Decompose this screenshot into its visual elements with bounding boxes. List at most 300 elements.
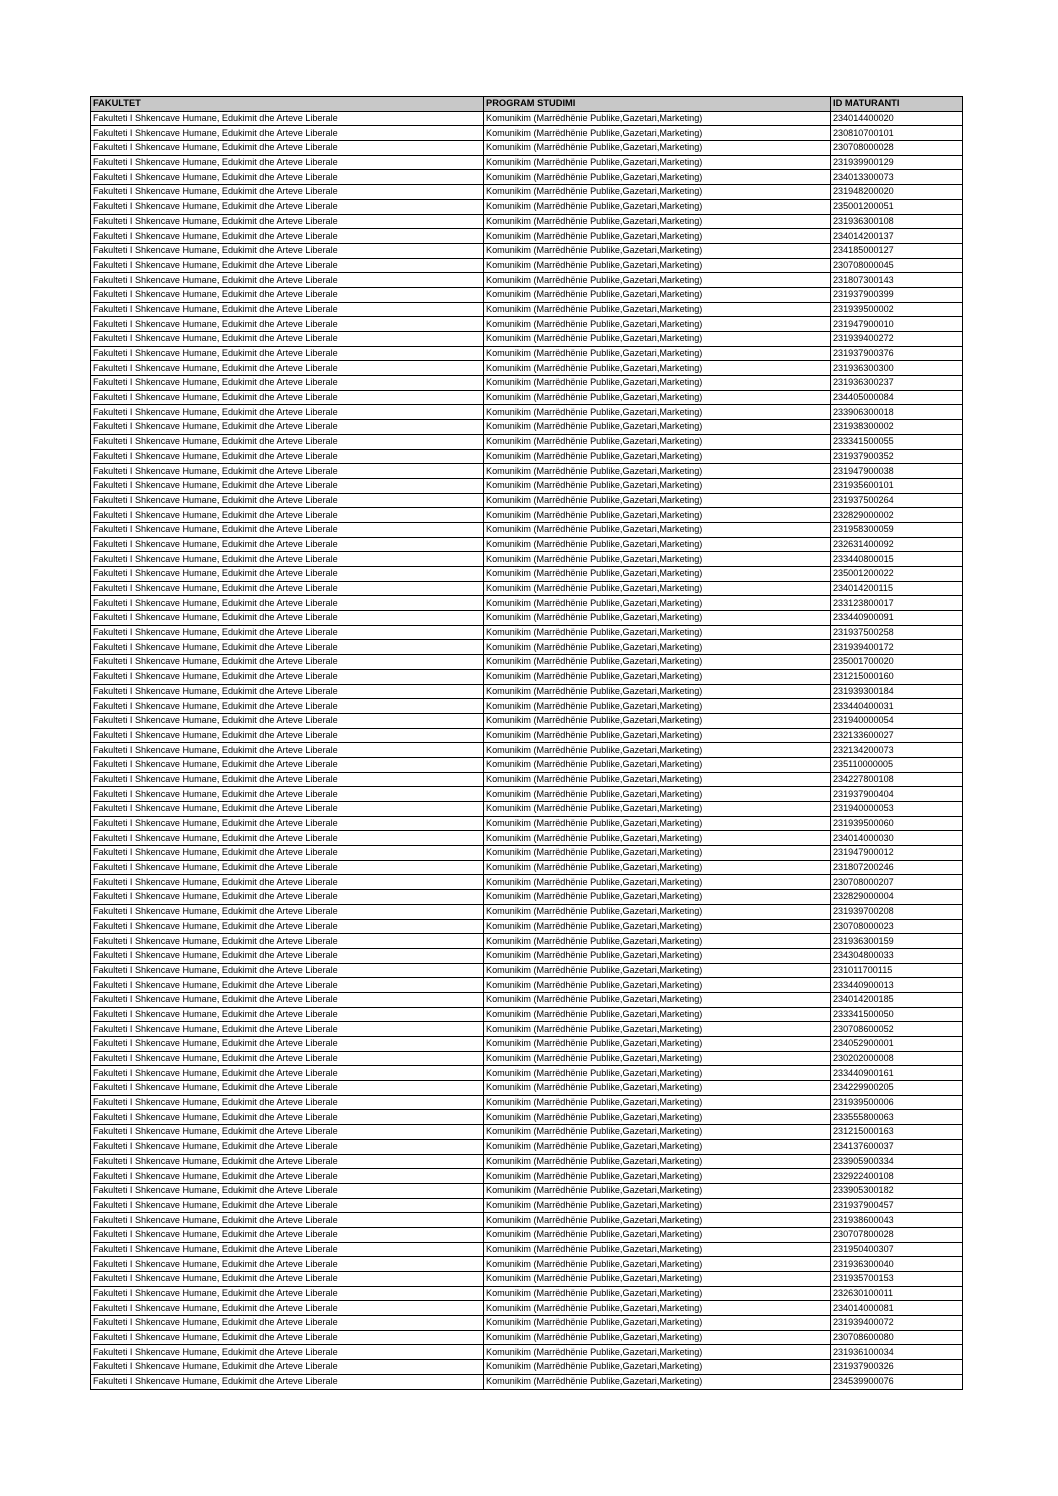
table-row [91,287,963,302]
program-cell: Komunikim (Marrëdhënie Publike,Gazetari,Marketing) [484,890,831,905]
table-row [91,434,963,449]
program-cell: Komunikim (Marrëdhënie Publike,Gazetari,Marketing) [484,126,831,141]
faculty-cell: Fakulteti I Shkencave Humane, Edukimit dhe Arteve Liberale [91,273,484,288]
faculty-cell: Fakulteti I Shkencave Humane, Edukimit dhe Arteve Liberale [91,684,484,699]
id-cell: 231936300040 [831,1257,963,1272]
id-cell: 231948200020 [831,185,963,200]
id-cell: 233440900013 [831,978,963,993]
program-cell: Komunikim (Marrëdhënie Publike,Gazetari,Marketing) [484,258,831,273]
faculty-cell: Fakulteti I Shkencave Humane, Edukimit dhe Arteve Liberale [91,831,484,846]
program-cell: Komunikim (Marrëdhënie Publike,Gazetari,Marketing) [484,699,831,714]
table-row [91,802,963,817]
program-cell: Komunikim (Marrëdhënie Publike,Gazetari,Marketing) [484,332,831,347]
id-cell: 231807200246 [831,860,963,875]
faculty-cell: Fakulteti I Shkencave Humane, Edukimit dhe Arteve Liberale [91,757,484,772]
table-row [91,581,963,596]
table-row [91,625,963,640]
program-cell: Komunikim (Marrëdhënie Publike,Gazetari,Marketing) [484,1213,831,1228]
faculty-cell: Fakulteti I Shkencave Humane, Edukimit dhe Arteve Liberale [91,111,484,126]
faculty-cell: Fakulteti I Shkencave Humane, Edukimit dhe Arteve Liberale [91,963,484,978]
id-cell: 234014000081 [831,1301,963,1316]
id-cell: 235001700020 [831,655,963,670]
table-row [91,816,963,831]
faculty-cell: Fakulteti I Shkencave Humane, Edukimit dhe Arteve Liberale [91,816,484,831]
table-row [91,376,963,391]
program-cell: Komunikim (Marrëdhënie Publike,Gazetari,Marketing) [484,992,831,1007]
table-row [91,1330,963,1345]
program-cell: Komunikim (Marrëdhënie Publike,Gazetari,Marketing) [484,875,831,890]
table-row [91,464,963,479]
table-row [91,1125,963,1140]
table-row [91,170,963,185]
id-cell: 233440900091 [831,611,963,626]
faculty-cell: Fakulteti I Shkencave Humane, Edukimit dhe Arteve Liberale [91,522,484,537]
table-row [91,243,963,258]
table-row [91,934,963,949]
table-row [91,699,963,714]
table-row [91,948,963,963]
faculty-cell: Fakulteti I Shkencave Humane, Edukimit dhe Arteve Liberale [91,1213,484,1228]
program-cell: Komunikim (Marrëdhënie Publike,Gazetari,Marketing) [484,596,831,611]
table-row [91,963,963,978]
program-cell: Komunikim (Marrëdhënie Publike,Gazetari,Marketing) [484,904,831,919]
id-cell: 231940000054 [831,713,963,728]
id-cell: 231936300300 [831,361,963,376]
id-cell: 233440400031 [831,699,963,714]
faculty-cell: Fakulteti I Shkencave Humane, Edukimit dhe Arteve Liberale [91,1198,484,1213]
faculty-cell: Fakulteti I Shkencave Humane, Edukimit dhe Arteve Liberale [91,699,484,714]
table-row [91,1169,963,1184]
faculty-cell: Fakulteti I Shkencave Humane, Edukimit dhe Arteve Liberale [91,552,484,567]
table-row [91,199,963,214]
program-cell: Komunikim (Marrëdhënie Publike,Gazetari,Marketing) [484,317,831,332]
program-cell: Komunikim (Marrëdhënie Publike,Gazetari,Marketing) [484,1286,831,1301]
faculty-cell: Fakulteti I Shkencave Humane, Edukimit dhe Arteve Liberale [91,185,484,200]
id-cell: 231939400172 [831,640,963,655]
id-cell: 230708000045 [831,258,963,273]
id-cell: 231947900038 [831,464,963,479]
table-row [91,155,963,170]
table-row [91,214,963,229]
faculty-cell: Fakulteti I Shkencave Humane, Edukimit dhe Arteve Liberale [91,787,484,802]
faculty-cell: Fakulteti I Shkencave Humane, Edukimit dhe Arteve Liberale [91,537,484,552]
program-cell: Komunikim (Marrëdhënie Publike,Gazetari,Marketing) [484,684,831,699]
faculty-cell: Fakulteti I Shkencave Humane, Edukimit dhe Arteve Liberale [91,346,484,361]
table-row [91,361,963,376]
faculty-cell: Fakulteti I Shkencave Humane, Edukimit dhe Arteve Liberale [91,846,484,861]
program-cell: Komunikim (Marrëdhënie Publike,Gazetari,Marketing) [484,199,831,214]
id-cell: 230708600080 [831,1330,963,1345]
program-cell: Komunikim (Marrëdhënie Publike,Gazetari,Marketing) [484,170,831,185]
id-cell: 231939500060 [831,816,963,831]
table-row [91,567,963,582]
faculty-cell: Fakulteti I Shkencave Humane, Edukimit dhe Arteve Liberale [91,214,484,229]
faculty-cell: Fakulteti I Shkencave Humane, Edukimit dhe Arteve Liberale [91,772,484,787]
faculty-cell: Fakulteti I Shkencave Humane, Edukimit dhe Arteve Liberale [91,596,484,611]
table-row [91,346,963,361]
faculty-cell: Fakulteti I Shkencave Humane, Edukimit dhe Arteve Liberale [91,243,484,258]
id-cell: 231807300143 [831,273,963,288]
id-cell: 231938300002 [831,420,963,435]
faculty-cell: Fakulteti I Shkencave Humane, Edukimit dhe Arteve Liberale [91,1110,484,1125]
id-cell: 230708000023 [831,919,963,934]
faculty-cell: Fakulteti I Shkencave Humane, Edukimit dhe Arteve Liberale [91,919,484,934]
id-cell: 230708600052 [831,1022,963,1037]
id-cell: 232134200073 [831,743,963,758]
program-cell: Komunikim (Marrëdhënie Publike,Gazetari,Marketing) [484,728,831,743]
program-cell: Komunikim (Marrëdhënie Publike,Gazetari,Marketing) [484,376,831,391]
table-row [91,111,963,126]
program-cell: Komunikim (Marrëdhënie Publike,Gazetari,Marketing) [484,361,831,376]
faculty-cell: Fakulteti I Shkencave Humane, Edukimit dhe Arteve Liberale [91,640,484,655]
program-cell: Komunikim (Marrëdhënie Publike,Gazetari,Marketing) [484,405,831,420]
table-row [91,992,963,1007]
faculty-cell: Fakulteti I Shkencave Humane, Edukimit dhe Arteve Liberale [91,332,484,347]
faculty-cell: Fakulteti I Shkencave Humane, Edukimit dhe Arteve Liberale [91,1169,484,1184]
program-cell: Komunikim (Marrëdhënie Publike,Gazetari,Marketing) [484,772,831,787]
program-cell: Komunikim (Marrëdhënie Publike,Gazetari,Marketing) [484,552,831,567]
program-cell: Komunikim (Marrëdhënie Publike,Gazetari,Marketing) [484,1257,831,1272]
program-cell: Komunikim (Marrëdhënie Publike,Gazetari,Marketing) [484,1095,831,1110]
faculty-cell: Fakulteti I Shkencave Humane, Edukimit dhe Arteve Liberale [91,258,484,273]
faculty-cell: Fakulteti I Shkencave Humane, Edukimit dhe Arteve Liberale [91,581,484,596]
faculty-cell: Fakulteti I Shkencave Humane, Edukimit dhe Arteve Liberale [91,669,484,684]
faculty-cell: Fakulteti I Shkencave Humane, Edukimit dhe Arteve Liberale [91,1272,484,1287]
table-row [91,1037,963,1052]
id-cell: 231936300159 [831,934,963,949]
program-cell: Komunikim (Marrëdhënie Publike,Gazetari,Marketing) [484,963,831,978]
faculty-cell: Fakulteti I Shkencave Humane, Edukimit dhe Arteve Liberale [91,1154,484,1169]
id-cell: 234014200115 [831,581,963,596]
faculty-cell: Fakulteti I Shkencave Humane, Edukimit dhe Arteve Liberale [91,1330,484,1345]
faculty-cell: Fakulteti I Shkencave Humane, Edukimit dhe Arteve Liberale [91,1037,484,1052]
faculty-cell: Fakulteti I Shkencave Humane, Edukimit dhe Arteve Liberale [91,860,484,875]
id-cell: 232829000004 [831,890,963,905]
program-cell: Komunikim (Marrëdhënie Publike,Gazetari,Marketing) [484,1169,831,1184]
faculty-cell: Fakulteti I Shkencave Humane, Edukimit dhe Arteve Liberale [91,1374,484,1389]
program-cell: Komunikim (Marrëdhënie Publike,Gazetari,Marketing) [484,816,831,831]
id-cell: 234013300073 [831,170,963,185]
program-cell: Komunikim (Marrëdhënie Publike,Gazetari,Marketing) [484,919,831,934]
program-cell: Komunikim (Marrëdhënie Publike,Gazetari,Marketing) [484,508,831,523]
program-cell: Komunikim (Marrëdhënie Publike,Gazetari,Marketing) [484,1051,831,1066]
id-cell: 231937900399 [831,287,963,302]
faculty-cell: Fakulteti I Shkencave Humane, Edukimit dhe Arteve Liberale [91,890,484,905]
faculty-cell: Fakulteti I Shkencave Humane, Edukimit dhe Arteve Liberale [91,464,484,479]
faculty-cell: Fakulteti I Shkencave Humane, Edukimit dhe Arteve Liberale [91,493,484,508]
program-cell: Komunikim (Marrëdhënie Publike,Gazetari,Marketing) [484,1154,831,1169]
table-row [91,787,963,802]
program-cell: Komunikim (Marrëdhënie Publike,Gazetari,Marketing) [484,1125,831,1140]
table-row [91,728,963,743]
faculty-cell: Fakulteti I Shkencave Humane, Edukimit dhe Arteve Liberale [91,1301,484,1316]
faculty-cell: Fakulteti I Shkencave Humane, Edukimit dhe Arteve Liberale [91,126,484,141]
program-cell: Komunikim (Marrëdhënie Publike,Gazetari,Marketing) [484,1066,831,1081]
table-row [91,596,963,611]
id-cell: 233341500050 [831,1007,963,1022]
program-cell: Komunikim (Marrëdhënie Publike,Gazetari,Marketing) [484,1022,831,1037]
program-cell: Komunikim (Marrëdhënie Publike,Gazetari,Marketing) [484,713,831,728]
header-row [91,97,963,112]
program-cell: Komunikim (Marrëdhënie Publike,Gazetari,Marketing) [484,214,831,229]
table-row [91,831,963,846]
id-cell: 230810700101 [831,126,963,141]
faculty-cell: Fakulteti I Shkencave Humane, Edukimit dhe Arteve Liberale [91,1095,484,1110]
program-cell: Komunikim (Marrëdhënie Publike,Gazetari,Marketing) [484,743,831,758]
faculty-cell: Fakulteti I Shkencave Humane, Edukimit dhe Arteve Liberale [91,934,484,949]
faculty-cell: Fakulteti I Shkencave Humane, Edukimit dhe Arteve Liberale [91,1360,484,1375]
id-cell: 233440800015 [831,552,963,567]
id-cell: 233906300018 [831,405,963,420]
id-cell: 231937900326 [831,1360,963,1375]
id-cell: 231936300108 [831,214,963,229]
program-cell: Komunikim (Marrëdhënie Publike,Gazetari,Marketing) [484,611,831,626]
program-cell: Komunikim (Marrëdhënie Publike,Gazetari,Marketing) [484,537,831,552]
table-row [91,522,963,537]
table-row [91,1139,963,1154]
table-row [91,1227,963,1242]
faculty-cell: Fakulteti I Shkencave Humane, Edukimit dhe Arteve Liberale [91,1183,484,1198]
table-row [91,141,963,156]
table-row [91,1081,963,1096]
faculty-cell: Fakulteti I Shkencave Humane, Edukimit dhe Arteve Liberale [91,1286,484,1301]
faculty-cell: Fakulteti I Shkencave Humane, Edukimit dhe Arteve Liberale [91,1081,484,1096]
table-row [91,1374,963,1389]
table-row [91,684,963,699]
table-row [91,449,963,464]
program-cell: Komunikim (Marrëdhënie Publike,Gazetari,Marketing) [484,948,831,963]
faculty-cell: Fakulteti I Shkencave Humane, Edukimit dhe Arteve Liberale [91,1139,484,1154]
program-cell: Komunikim (Marrëdhënie Publike,Gazetari,Marketing) [484,1037,831,1052]
header-id: ID MATURANTI [831,97,963,112]
program-cell: Komunikim (Marrëdhënie Publike,Gazetari,Marketing) [484,1360,831,1375]
program-cell: Komunikim (Marrëdhënie Publike,Gazetari,Marketing) [484,229,831,244]
program-cell: Komunikim (Marrëdhënie Publike,Gazetari,Marketing) [484,522,831,537]
faculty-cell: Fakulteti I Shkencave Humane, Edukimit dhe Arteve Liberale [91,287,484,302]
faculty-cell: Fakulteti I Shkencave Humane, Edukimit dhe Arteve Liberale [91,478,484,493]
id-cell: 231937500258 [831,625,963,640]
table-row [91,846,963,861]
faculty-cell: Fakulteti I Shkencave Humane, Edukimit dhe Arteve Liberale [91,1316,484,1331]
faculty-cell: Fakulteti I Shkencave Humane, Edukimit dhe Arteve Liberale [91,508,484,523]
id-cell: 234185000127 [831,243,963,258]
id-cell: 230708000207 [831,875,963,890]
table-row [91,611,963,626]
id-cell: 233905900334 [831,1154,963,1169]
id-cell: 235110000005 [831,757,963,772]
program-cell: Komunikim (Marrëdhënie Publike,Gazetari,Marketing) [484,978,831,993]
program-cell: Komunikim (Marrëdhënie Publike,Gazetari,Marketing) [484,567,831,582]
table-row [91,1198,963,1213]
id-cell: 231937900352 [831,449,963,464]
id-cell: 231937900404 [831,787,963,802]
id-cell: 231947900010 [831,317,963,332]
faculty-cell: Fakulteti I Shkencave Humane, Edukimit dhe Arteve Liberale [91,655,484,670]
table-row [91,493,963,508]
faculty-cell: Fakulteti I Shkencave Humane, Edukimit dhe Arteve Liberale [91,317,484,332]
program-cell: Komunikim (Marrëdhënie Publike,Gazetari,Marketing) [484,1139,831,1154]
faculty-cell: Fakulteti I Shkencave Humane, Edukimit dhe Arteve Liberale [91,1227,484,1242]
id-cell: 231937500264 [831,493,963,508]
faculty-cell: Fakulteti I Shkencave Humane, Edukimit dhe Arteve Liberale [91,743,484,758]
table-row [91,552,963,567]
program-cell: Komunikim (Marrëdhënie Publike,Gazetari,Marketing) [484,934,831,949]
table-row [91,1286,963,1301]
id-cell: 231939400272 [831,332,963,347]
faculty-cell: Fakulteti I Shkencave Humane, Edukimit dhe Arteve Liberale [91,361,484,376]
program-cell: Komunikim (Marrëdhënie Publike,Gazetari,Marketing) [484,802,831,817]
student-list-table [90,96,963,1390]
faculty-cell: Fakulteti I Shkencave Humane, Edukimit dhe Arteve Liberale [91,405,484,420]
id-cell: 234014400020 [831,111,963,126]
program-cell: Komunikim (Marrëdhënie Publike,Gazetari,Marketing) [484,787,831,802]
program-cell: Komunikim (Marrëdhënie Publike,Gazetari,Marketing) [484,478,831,493]
program-cell: Komunikim (Marrëdhënie Publike,Gazetari,Marketing) [484,1227,831,1242]
table-row [91,229,963,244]
id-cell: 233905300182 [831,1183,963,1198]
faculty-cell: Fakulteti I Shkencave Humane, Edukimit dhe Arteve Liberale [91,390,484,405]
id-cell: 231935700153 [831,1272,963,1287]
faculty-cell: Fakulteti I Shkencave Humane, Edukimit dhe Arteve Liberale [91,420,484,435]
id-cell: 231936300237 [831,376,963,391]
table-row [91,1316,963,1331]
id-cell: 233555800063 [831,1110,963,1125]
table-row [91,1066,963,1081]
table-row [91,1213,963,1228]
table-row [91,1183,963,1198]
faculty-cell: Fakulteti I Shkencave Humane, Edukimit dhe Arteve Liberale [91,170,484,185]
faculty-cell: Fakulteti I Shkencave Humane, Edukimit dhe Arteve Liberale [91,1051,484,1066]
id-cell: 231939400072 [831,1316,963,1331]
program-cell: Komunikim (Marrëdhënie Publike,Gazetari,Marketing) [484,1272,831,1287]
faculty-cell: Fakulteti I Shkencave Humane, Edukimit dhe Arteve Liberale [91,141,484,156]
faculty-cell: Fakulteti I Shkencave Humane, Edukimit dhe Arteve Liberale [91,625,484,640]
table-row [91,1360,963,1375]
table-row [91,478,963,493]
table-row [91,713,963,728]
table-row [91,317,963,332]
faculty-cell: Fakulteti I Shkencave Humane, Edukimit dhe Arteve Liberale [91,376,484,391]
id-cell: 231938600043 [831,1213,963,1228]
table-row [91,1095,963,1110]
table-row [91,1272,963,1287]
id-cell: 235001200051 [831,199,963,214]
id-cell: 234405000084 [831,390,963,405]
table-row [91,919,963,934]
program-cell: Komunikim (Marrëdhënie Publike,Gazetari,Marketing) [484,669,831,684]
program-cell: Komunikim (Marrëdhënie Publike,Gazetari,Marketing) [484,493,831,508]
table-row [91,332,963,347]
faculty-cell: Fakulteti I Shkencave Humane, Edukimit dhe Arteve Liberale [91,434,484,449]
id-cell: 234539900076 [831,1374,963,1389]
id-cell: 234052900001 [831,1037,963,1052]
program-cell: Komunikim (Marrëdhënie Publike,Gazetari,Marketing) [484,860,831,875]
table-row [91,405,963,420]
faculty-cell: Fakulteti I Shkencave Humane, Edukimit dhe Arteve Liberale [91,875,484,890]
faculty-cell: Fakulteti I Shkencave Humane, Edukimit dhe Arteve Liberale [91,728,484,743]
header-program: PROGRAM STUDIMI [484,97,831,112]
table-row [91,1007,963,1022]
table-row [91,1301,963,1316]
faculty-cell: Fakulteti I Shkencave Humane, Edukimit dhe Arteve Liberale [91,449,484,464]
program-cell: Komunikim (Marrëdhënie Publike,Gazetari,Marketing) [484,287,831,302]
id-cell: 231939500002 [831,302,963,317]
table-row [91,126,963,141]
table-body [91,111,963,1389]
table-row [91,508,963,523]
table-row [91,757,963,772]
table-row [91,537,963,552]
id-cell: 231947900012 [831,846,963,861]
program-cell: Komunikim (Marrëdhënie Publike,Gazetari,Marketing) [484,346,831,361]
table-row [91,1242,963,1257]
faculty-cell: Fakulteti I Shkencave Humane, Edukimit dhe Arteve Liberale [91,978,484,993]
table-row [91,1154,963,1169]
id-cell: 231937900457 [831,1198,963,1213]
program-cell: Komunikim (Marrëdhënie Publike,Gazetari,Marketing) [484,1007,831,1022]
program-cell: Komunikim (Marrëdhënie Publike,Gazetari,Marketing) [484,434,831,449]
id-cell: 230708000028 [831,141,963,156]
id-cell: 231939500006 [831,1095,963,1110]
program-cell: Komunikim (Marrëdhënie Publike,Gazetari,Marketing) [484,1330,831,1345]
table-row [91,302,963,317]
program-cell: Komunikim (Marrëdhënie Publike,Gazetari,Marketing) [484,1183,831,1198]
id-cell: 230707800028 [831,1227,963,1242]
program-cell: Komunikim (Marrëdhënie Publike,Gazetari,Marketing) [484,243,831,258]
id-cell: 231939700208 [831,904,963,919]
program-cell: Komunikim (Marrëdhënie Publike,Gazetari,Marketing) [484,273,831,288]
id-cell: 231937900376 [831,346,963,361]
id-cell: 233440900161 [831,1066,963,1081]
faculty-cell: Fakulteti I Shkencave Humane, Edukimit dhe Arteve Liberale [91,1007,484,1022]
program-cell: Komunikim (Marrëdhënie Publike,Gazetari,Marketing) [484,302,831,317]
id-cell: 232829000002 [831,508,963,523]
id-cell: 231939300184 [831,684,963,699]
program-cell: Komunikim (Marrëdhënie Publike,Gazetari,Marketing) [484,155,831,170]
faculty-cell: Fakulteti I Shkencave Humane, Edukimit dhe Arteve Liberale [91,1022,484,1037]
table-row [91,890,963,905]
faculty-cell: Fakulteti I Shkencave Humane, Edukimit dhe Arteve Liberale [91,567,484,582]
table-row [91,860,963,875]
id-cell: 234014200137 [831,229,963,244]
id-cell: 234014000030 [831,831,963,846]
id-cell: 231011700115 [831,963,963,978]
id-cell: 232630100011 [831,1286,963,1301]
table-row [91,640,963,655]
id-cell: 232631400092 [831,537,963,552]
program-cell: Komunikim (Marrëdhënie Publike,Gazetari,Marketing) [484,757,831,772]
faculty-cell: Fakulteti I Shkencave Humane, Edukimit dhe Arteve Liberale [91,904,484,919]
id-cell: 231215000160 [831,669,963,684]
table-row [91,669,963,684]
table-row [91,1110,963,1125]
table-row [91,978,963,993]
faculty-cell: Fakulteti I Shkencave Humane, Edukimit dhe Arteve Liberale [91,1242,484,1257]
faculty-cell: Fakulteti I Shkencave Humane, Edukimit dhe Arteve Liberale [91,229,484,244]
program-cell: Komunikim (Marrëdhënie Publike,Gazetari,Marketing) [484,1081,831,1096]
header-faculty: FAKULTET [91,97,484,112]
faculty-cell: Fakulteti I Shkencave Humane, Edukimit dhe Arteve Liberale [91,1066,484,1081]
id-cell: 230202000008 [831,1051,963,1066]
program-cell: Komunikim (Marrëdhënie Publike,Gazetari,Marketing) [484,185,831,200]
table-row [91,273,963,288]
faculty-cell: Fakulteti I Shkencave Humane, Edukimit dhe Arteve Liberale [91,1345,484,1360]
program-cell: Komunikim (Marrëdhënie Publike,Gazetari,Marketing) [484,625,831,640]
table-row [91,743,963,758]
program-cell: Komunikim (Marrëdhënie Publike,Gazetari,Marketing) [484,464,831,479]
program-cell: Komunikim (Marrëdhënie Publike,Gazetari,Marketing) [484,1242,831,1257]
id-cell: 233341500055 [831,434,963,449]
